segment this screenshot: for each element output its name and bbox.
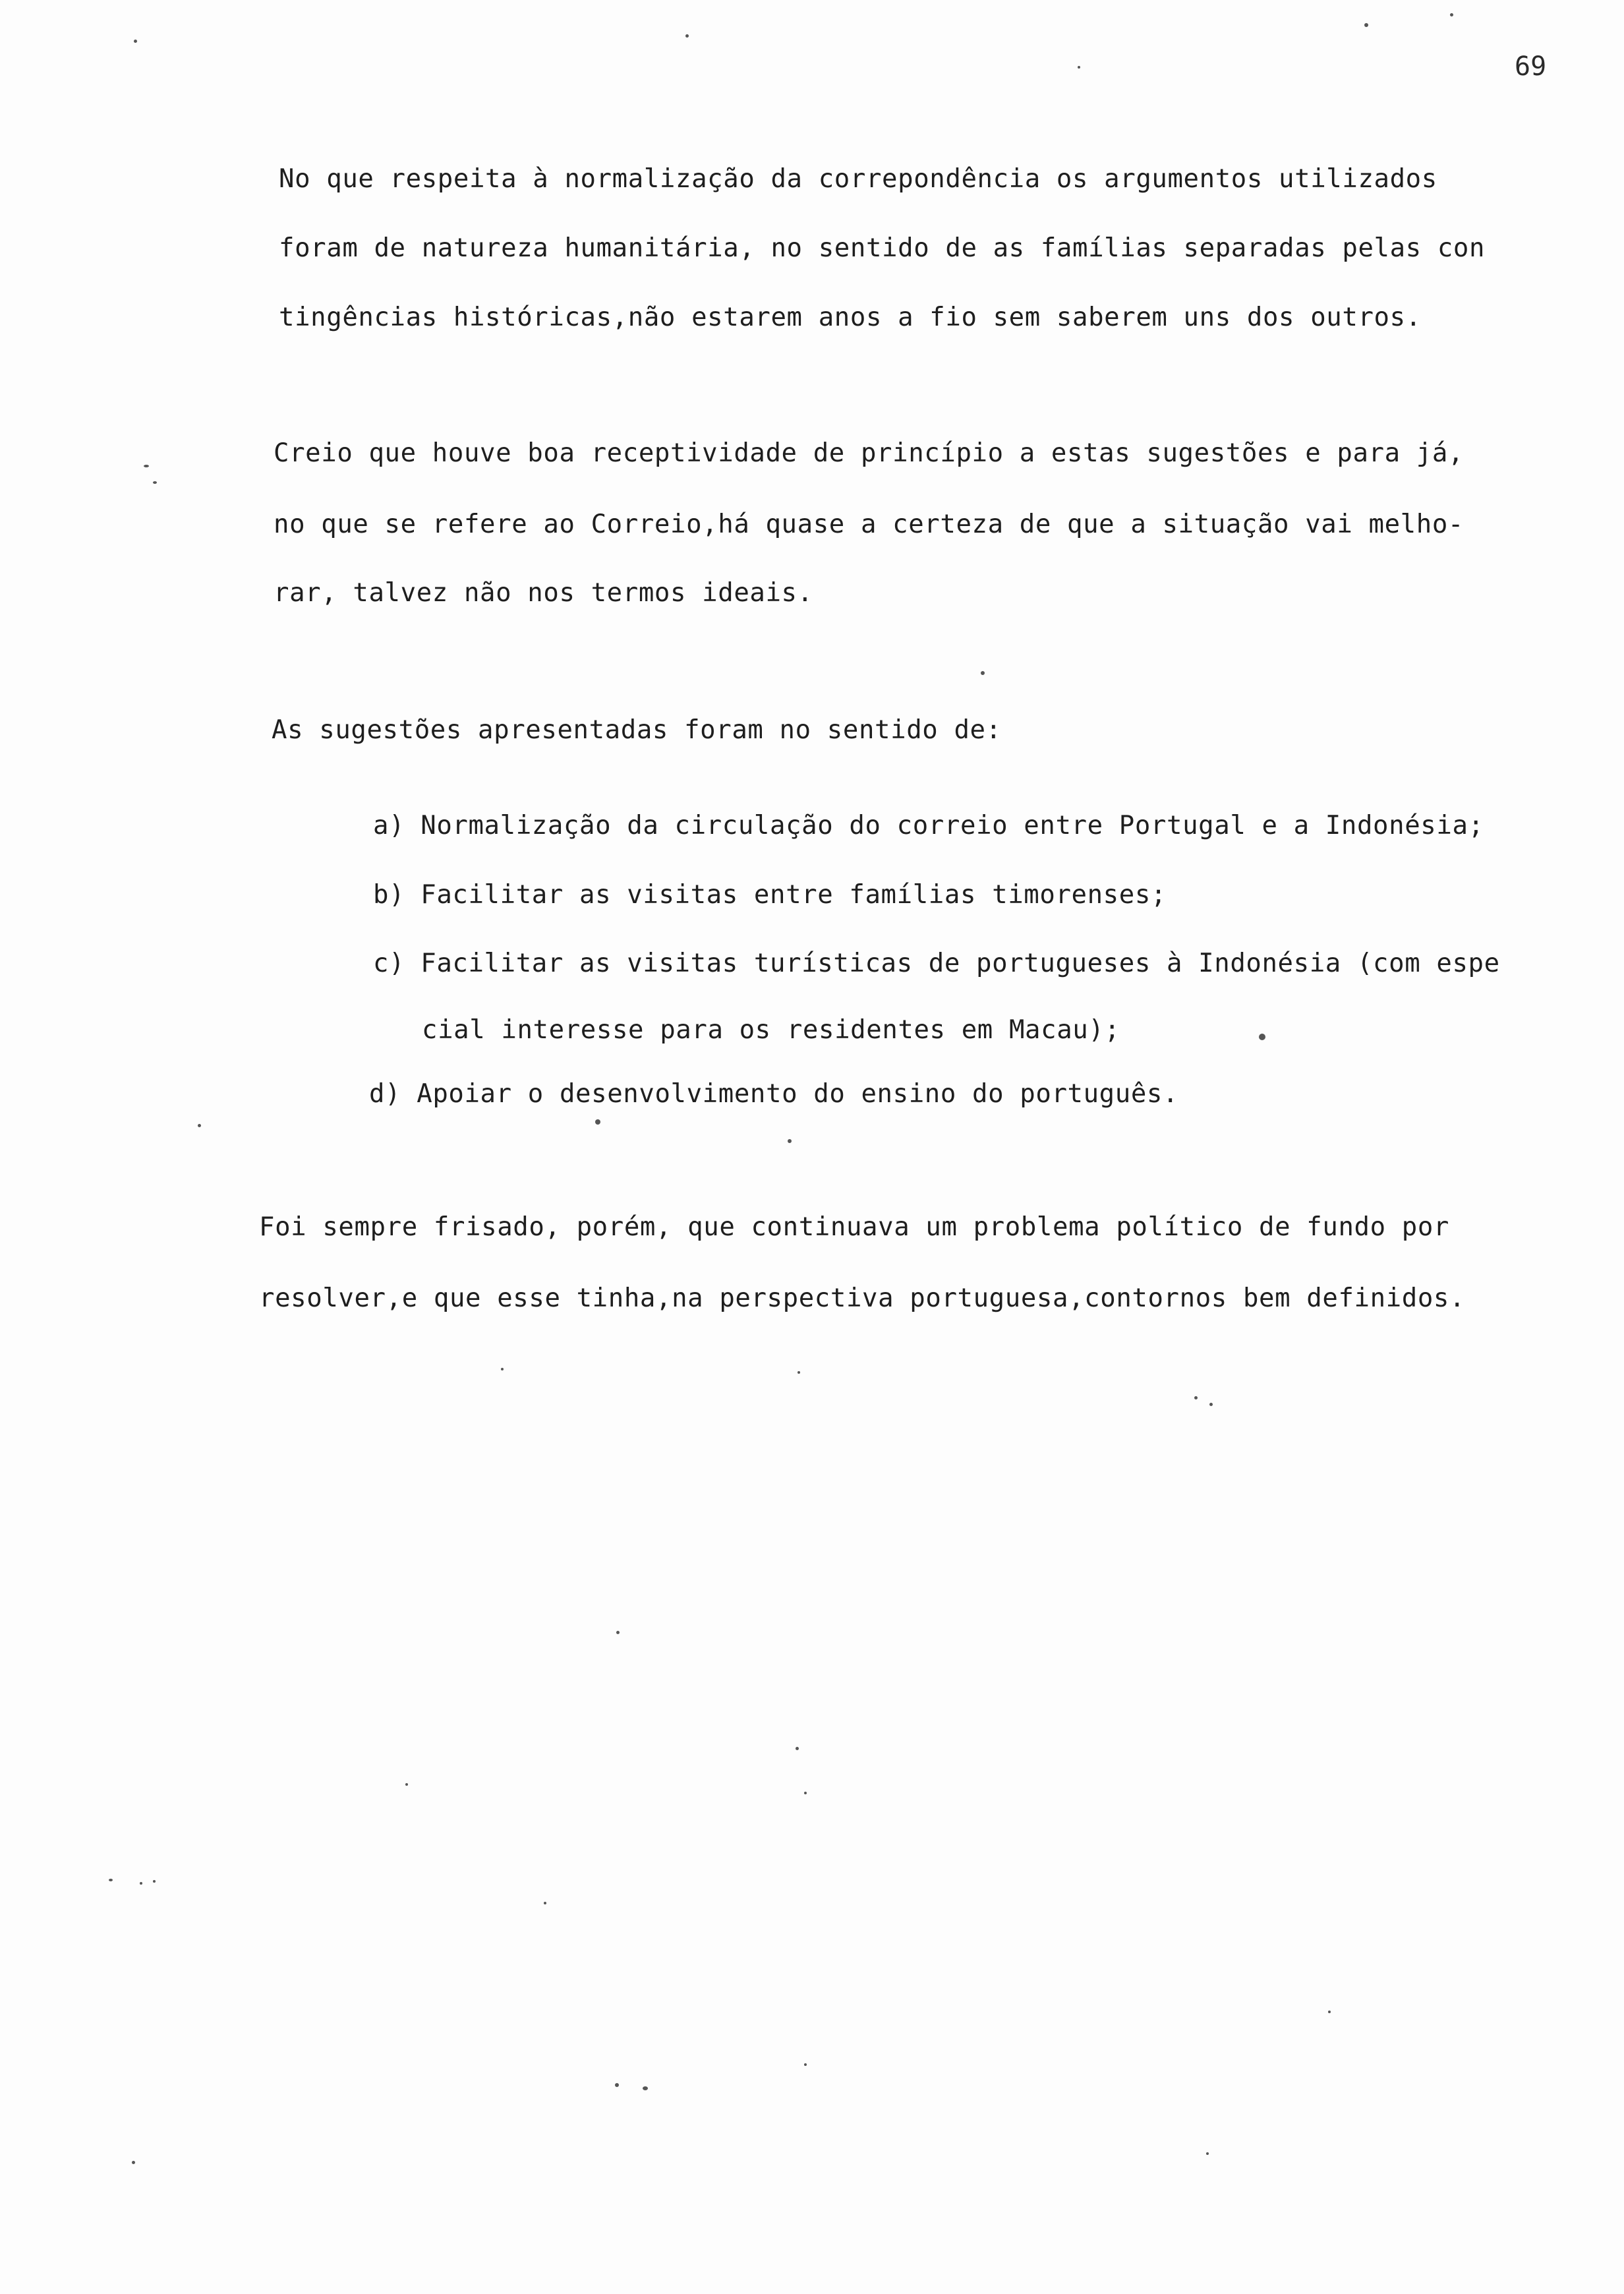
scan-speck <box>132 2161 135 2164</box>
scan-speck <box>1364 23 1368 27</box>
scan-speck <box>134 40 137 43</box>
scan-speck <box>501 1368 504 1370</box>
scan-speck <box>685 34 689 38</box>
scan-speck <box>544 1902 546 1904</box>
scan-speck <box>981 671 985 675</box>
scan-speck <box>595 1119 600 1125</box>
scan-speck <box>804 1792 807 1794</box>
list-item-c: c) Facilitar as visitas turísticas de portugueses à Indonésia (com espe <box>373 949 1500 978</box>
scan-speck <box>798 1371 800 1374</box>
list-item-b: b) Facilitar as visitas entre famílias timorenses; <box>373 880 1167 910</box>
scan-speck <box>140 1882 142 1885</box>
paragraph-4-line-1: Foi sempre frisado, porém, que continuava um problema político de fundo por <box>259 1212 1449 1242</box>
scan-speck <box>153 1880 156 1883</box>
paragraph-2-line-3: rar, talvez não nos termos ideais. <box>274 578 813 608</box>
paragraph-1-line-2: foram de natureza humanitária, no sentido de as famílias separadas pelas con <box>279 233 1486 263</box>
list-item-c-continuation: cial interesse para os residentes em Macau); <box>422 1015 1120 1045</box>
paragraph-1-line-1: No que respeita à normalização da correpondência os argumentos utilizados <box>279 164 1437 194</box>
scan-speck <box>796 1747 799 1750</box>
scan-speck <box>1328 2011 1331 2013</box>
paragraph-3-line-1: As sugestões apresentadas foram no sentido de: <box>272 715 1002 745</box>
scan-speck <box>1450 13 1453 16</box>
list-item-d: d) Apoiar o desenvolvimento do ensino do português. <box>369 1079 1179 1109</box>
scan-speck <box>1209 1403 1213 1406</box>
scan-speck <box>153 481 157 484</box>
list-item-a: a) Normalização da circulação do correio entre Portugal e a Indonésia; <box>373 811 1484 840</box>
scan-speck <box>804 2063 807 2066</box>
scan-speck <box>1259 1034 1265 1040</box>
paragraph-4-line-2: resolver,e que esse tinha,na perspectiva portuguesa,contornos bem definidos. <box>259 1283 1466 1313</box>
scan-speck <box>788 1139 792 1143</box>
paragraph-2-line-2: no que se refere ao Correio,há quase a certeza de que a situação vai melho- <box>274 510 1464 539</box>
scan-speck <box>198 1124 201 1127</box>
scan-speck <box>615 2083 619 2087</box>
scan-speck <box>1078 66 1080 69</box>
scan-speck <box>109 1879 113 1881</box>
scan-speck <box>643 2086 648 2090</box>
scan-speck <box>1206 2152 1209 2155</box>
page-number: 69 <box>1515 51 1547 82</box>
scan-speck <box>405 1783 408 1786</box>
scan-speck <box>616 1631 620 1634</box>
paragraph-1-line-3: tingências históricas,não estarem anos a fio sem saberem uns dos outros. <box>279 303 1422 332</box>
scan-speck <box>144 465 149 467</box>
scan-speck <box>1194 1396 1198 1399</box>
paragraph-2-line-1: Creio que houve boa receptividade de princípio a estas sugestões e para já, <box>274 438 1464 468</box>
